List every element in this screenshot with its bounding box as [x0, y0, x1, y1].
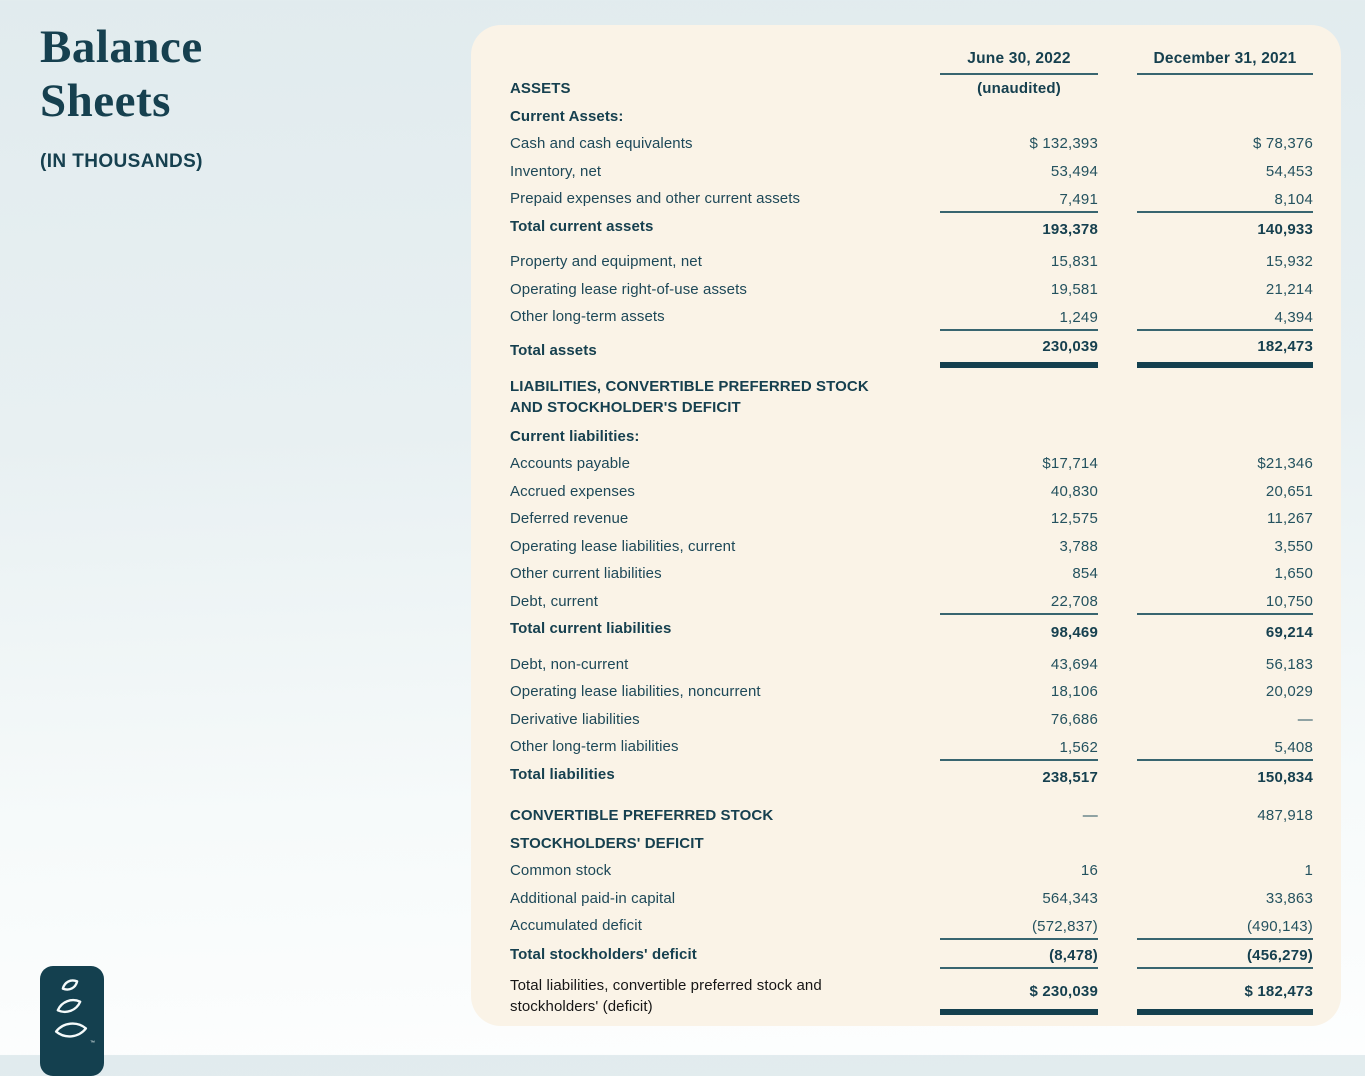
- value-cell-june-2022: 40,830: [1050, 482, 1098, 500]
- table-row: [510, 248, 1313, 276]
- value-cell-december-2021: 56,183: [1265, 655, 1313, 673]
- table-row: [510, 303, 1313, 331]
- value-cell-june-2022: 12,575: [1050, 510, 1098, 528]
- value-cell-june-2022: 1,562: [940, 739, 1098, 761]
- value-cell-december-2021: 11,267: [1267, 510, 1313, 528]
- row-label: Total liabilities: [510, 765, 615, 783]
- row-label: Additional paid-in capital: [510, 889, 676, 907]
- value-cell-june-2022: 564,343: [1042, 889, 1098, 907]
- table-row: [510, 761, 1313, 789]
- table-row: [510, 615, 1313, 643]
- value-cell-june-2022: 22,708: [940, 593, 1098, 615]
- column-header-december-2021: December 31, 2021: [1137, 50, 1313, 75]
- value-cell-june-2022: $ 230,039: [940, 974, 1098, 1015]
- value-cell-june-2022: 230,039: [940, 331, 1098, 368]
- value-cell-december-2021: $ 78,376: [1253, 135, 1313, 153]
- value-cell-december-2021: 1: [1304, 862, 1313, 880]
- table-row: [510, 678, 1313, 706]
- table-row: [510, 643, 1313, 651]
- value-cell-june-2022: 43,694: [1050, 655, 1098, 673]
- value-cell-june-2022: 7,491: [940, 191, 1098, 213]
- value-cell-june-2022: 1,249: [940, 309, 1098, 331]
- value-cell-june-2022: 193,378: [1042, 221, 1098, 239]
- row-label: Other current liabilities: [510, 565, 662, 583]
- table-row: [510, 103, 1313, 131]
- table-row: [510, 969, 1313, 1023]
- value-cell-june-2022: 18,106: [1050, 683, 1098, 701]
- table-row: [510, 505, 1313, 533]
- table-row: [510, 940, 1313, 969]
- table-row: [510, 560, 1313, 588]
- row-label: Total assets: [510, 342, 597, 359]
- table-row: [510, 130, 1313, 158]
- value-cell-june-2022: (572,837): [940, 918, 1098, 940]
- page-title: [40, 20, 203, 128]
- table-row: [510, 857, 1313, 885]
- row-label: Accumulated deficit: [510, 917, 642, 935]
- row-label: Total liabilities, convertible preferred stock and stockholders' (deficit): [510, 976, 822, 1015]
- row-label: Operating lease liabilities, current: [510, 537, 736, 555]
- table-row: [510, 276, 1313, 304]
- row-label: Cash and cash equivalents: [510, 135, 693, 153]
- row-label: Debt, non-current: [510, 655, 629, 673]
- value-cell-december-2021: 20,029: [1265, 683, 1313, 701]
- value-cell-june-2022: 76,686: [1050, 710, 1098, 728]
- value-cell-june-2022: 98,469: [1050, 623, 1098, 641]
- table-row: [510, 912, 1313, 940]
- page-title-line1: Balance: [40, 21, 203, 73]
- value-cell-december-2021: 54,453: [1265, 162, 1313, 180]
- table-row: [510, 788, 1313, 802]
- value-cell-june-2022: 15,831: [1050, 253, 1098, 271]
- table-row: [510, 371, 1313, 423]
- table-row: [510, 533, 1313, 561]
- row-label: Property and equipment, net: [510, 253, 702, 271]
- table-row: [510, 802, 1313, 830]
- value-cell-june-2022: 16: [1080, 862, 1098, 880]
- table-row: [510, 885, 1313, 913]
- table-row: [510, 450, 1313, 478]
- value-cell-december-2021: 3,550: [1274, 537, 1313, 555]
- value-cell-june-2022: —: [1082, 807, 1098, 825]
- units-subtitle: (IN THOUSANDS): [40, 151, 203, 172]
- value-cell-december-2021: 69,214: [1265, 623, 1313, 641]
- row-label: Total current liabilities: [510, 620, 672, 638]
- value-cell-december-2021: 150,834: [1257, 769, 1313, 787]
- row-label: ASSETS: [510, 80, 571, 98]
- table-row: [510, 423, 1313, 451]
- value-cell-december-2021: 4,394: [1137, 309, 1313, 331]
- row-label: Inventory, net: [510, 162, 602, 180]
- value-cell-december-2021: 1,650: [1274, 565, 1313, 583]
- trademark-mark: ™: [90, 1040, 95, 1046]
- table-row: [510, 588, 1313, 616]
- row-label: Prepaid expenses and other current assets: [510, 190, 801, 208]
- table-row: [510, 733, 1313, 761]
- row-label: Other long-term liabilities: [510, 738, 679, 756]
- row-label: Deferred revenue: [510, 510, 629, 528]
- row-label: Total current assets: [510, 217, 654, 235]
- value-cell-june-2022: 19,581: [1050, 280, 1098, 298]
- table-row: [510, 158, 1313, 186]
- row-label: Current liabilities:: [510, 427, 640, 445]
- value-cell-december-2021: $ 182,473: [1137, 974, 1313, 1015]
- table-row: [510, 651, 1313, 679]
- column-header-june-2022: June 30, 2022: [940, 50, 1098, 75]
- row-label: CONVERTIBLE PREFERRED STOCK: [510, 807, 774, 825]
- value-cell-december-2021: 33,863: [1265, 889, 1313, 907]
- value-cell-june-2022: 854: [1072, 565, 1098, 583]
- row-label: Common stock: [510, 862, 612, 880]
- table-row: [510, 478, 1313, 506]
- value-cell-june-2022: 53,494: [1050, 162, 1098, 180]
- row-label: Debt, current: [510, 592, 599, 610]
- value-cell-december-2021: 140,933: [1257, 221, 1313, 239]
- value-cell-december-2021: 487,918: [1257, 807, 1313, 825]
- value-cell-december-2021: (456,279): [1137, 940, 1313, 969]
- value-cell-december-2021: 15,932: [1265, 253, 1313, 271]
- value-cell-december-2021: —: [1297, 710, 1313, 728]
- row-label: Accrued expenses: [510, 482, 636, 500]
- table-row: [510, 331, 1313, 371]
- value-cell-december-2021: 5,408: [1137, 739, 1313, 761]
- row-label: Operating lease right-of-use assets: [510, 280, 747, 298]
- row-label: Operating lease liabilities, noncurrent: [510, 683, 761, 701]
- value-cell-december-2021: 20,651: [1265, 482, 1313, 500]
- value-cell-december-2021: 8,104: [1137, 191, 1313, 213]
- value-cell-june-2022: 238,517: [1042, 769, 1098, 787]
- value-cell-june-2022: 3,788: [1059, 537, 1098, 555]
- table-row: [510, 240, 1313, 248]
- row-label: STOCKHOLDERS' DEFICIT: [510, 834, 704, 852]
- table-row: [510, 830, 1313, 858]
- company-logo: [40, 966, 104, 1076]
- value-cell-december-2021: (490,143): [1137, 918, 1313, 940]
- row-label: Total stockholders' deficit: [510, 945, 697, 963]
- value-cell-june-2022: $ 132,393: [1029, 135, 1098, 153]
- value-cell-december-2021: $21,346: [1257, 455, 1313, 473]
- stacked-leaves-icon: [40, 966, 104, 1066]
- table-row: [510, 706, 1313, 734]
- value-cell-june-2022: (8,478): [940, 940, 1098, 969]
- table-row: [510, 213, 1313, 241]
- balance-sheet-card: [471, 25, 1341, 1026]
- row-label: LIABILITIES, CONVERTIBLE PREFERRED STOCK AND STOCKHOLDER'S DEFICIT: [510, 377, 869, 416]
- value-cell-december-2021: 21,214: [1265, 280, 1313, 298]
- row-label: Other long-term assets: [510, 308, 665, 326]
- row-label: Derivative liabilities: [510, 710, 640, 728]
- value-cell-june-2022: (unaudited): [977, 80, 1061, 98]
- table-row: [510, 75, 1313, 103]
- table-row: [510, 185, 1313, 213]
- value-cell-december-2021: 182,473: [1137, 331, 1313, 368]
- page-title-line2: Sheets: [40, 75, 171, 127]
- table-header-row: [510, 45, 1313, 75]
- row-label: Accounts payable: [510, 455, 631, 473]
- value-cell-june-2022: $17,714: [1042, 455, 1098, 473]
- value-cell-december-2021: 10,750: [1137, 593, 1313, 615]
- row-label: Current Assets:: [510, 107, 624, 125]
